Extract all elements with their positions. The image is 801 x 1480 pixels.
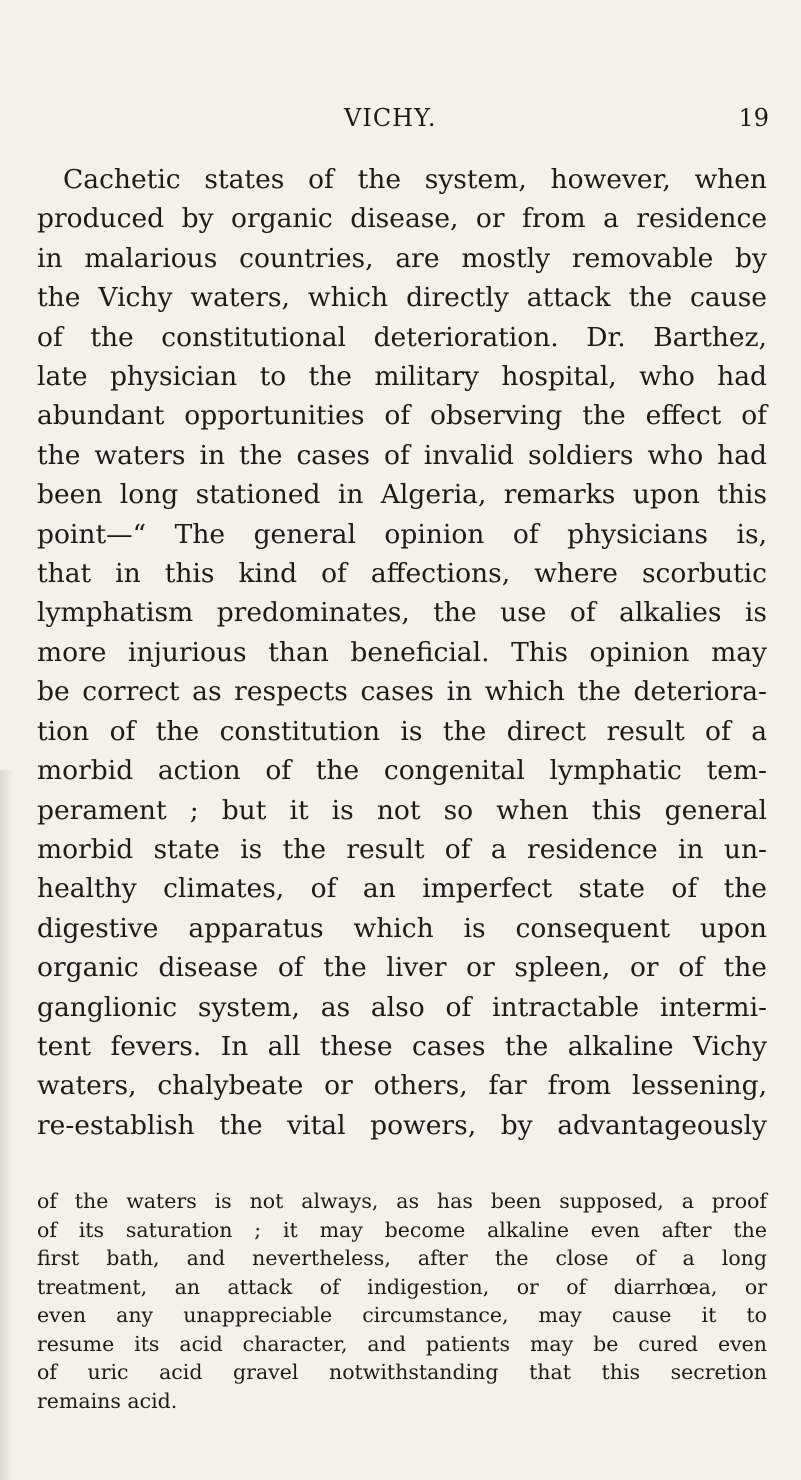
footnote-line: resume its acid character, and patients may be cured even bbox=[37, 1331, 767, 1356]
body-text bbox=[37, 160, 767, 1145]
body-line: waters, chalybeate or others, far from lessening, bbox=[37, 1070, 767, 1102]
body-line: more injurious than beneficial. This opinion may bbox=[37, 636, 767, 668]
gutter-shadow bbox=[0, 770, 14, 1480]
footnote-line: first bath, and nevertheless, after the close of a long bbox=[37, 1246, 767, 1270]
body-line: tion of the constitution is the direct result of a bbox=[37, 715, 767, 747]
body-line: healthy climates, of an imperfect state of the bbox=[37, 873, 767, 905]
footnote-line: remains acid. bbox=[37, 1388, 178, 1413]
body-line: be correct as respects cases in which the deteriora- bbox=[37, 676, 767, 708]
body-line: the Vichy waters, which directly attack the cause bbox=[37, 282, 767, 314]
body-line: digestive apparatus which is consequent upon bbox=[37, 912, 767, 944]
footnote-line: of its saturation ; it may become alkaline even after the bbox=[37, 1217, 767, 1242]
page-header bbox=[0, 104, 801, 144]
footnote-line: of the waters is not always, as has been supposed, a proof bbox=[37, 1189, 767, 1213]
footnote-line: even any unappreciable circumstance, may cause it to bbox=[37, 1303, 767, 1327]
body-line: been long stationed in Algeria, remarks upon this bbox=[37, 479, 767, 511]
body-line: of the constitutional deterioration. Dr. Barthez, bbox=[37, 321, 767, 353]
footnote-line: treatment, an attack of indigestion, or of diarrhœa, or bbox=[37, 1274, 767, 1299]
running-title: VICHY. bbox=[344, 104, 437, 132]
body-line: in malarious countries, are mostly removable by bbox=[37, 242, 767, 274]
page-number: 19 bbox=[738, 104, 769, 132]
footnote-line: of uric acid gravel notwithstanding that this secretion bbox=[37, 1360, 767, 1384]
body-line: point—“ The general opinion of physicians is, bbox=[37, 518, 767, 550]
footnote bbox=[37, 1187, 767, 1415]
body-line: the waters in the cases of invalid soldiers who had bbox=[37, 439, 767, 471]
body-line: that in this kind of affections, where scorbutic bbox=[37, 558, 767, 590]
body-line: morbid action of the congenital lymphatic tem- bbox=[37, 755, 767, 787]
body-line: Cachetic states of the system, however, when bbox=[63, 164, 767, 195]
body-line: produced by organic disease, or from a residence bbox=[37, 203, 767, 235]
body-line: tent fevers. In all these cases the alkaline Vichy bbox=[37, 1030, 767, 1062]
body-line: abundant opportunities of observing the effect of bbox=[37, 400, 767, 432]
body-line: perament ; but it is not so when this general bbox=[37, 794, 767, 826]
body-line: ganglionic system, as also of intractable intermi- bbox=[37, 991, 767, 1023]
body-line: late physician to the military hospital, who had bbox=[37, 361, 767, 393]
body-line: lymphatism predominates, the use of alkalies is bbox=[37, 597, 767, 629]
body-line: re-establish the vital powers, by advantageously bbox=[37, 1109, 767, 1141]
body-line: morbid state is the result of a residence in un- bbox=[37, 833, 767, 865]
body-line: organic disease of the liver or spleen, or of the bbox=[37, 952, 767, 984]
